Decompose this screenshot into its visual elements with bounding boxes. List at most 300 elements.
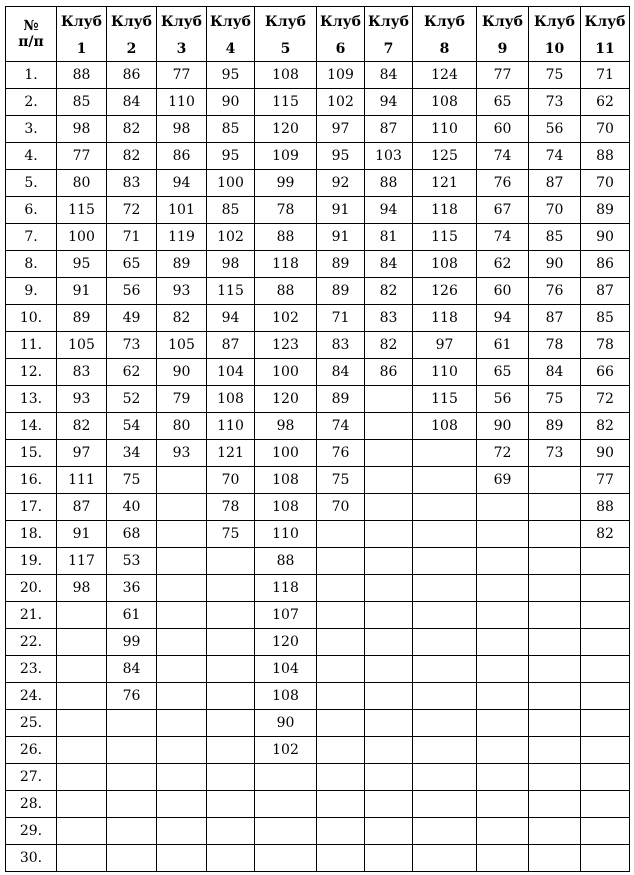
club-9-value-cell (477, 656, 529, 683)
club-header-number: 2 (107, 37, 157, 62)
club-9-value-cell: 74 (477, 224, 529, 251)
club-header-label: Клуб (581, 7, 630, 38)
table-row (6, 440, 630, 467)
club-5-value-cell: 108 (255, 494, 317, 521)
club-10-value-cell (529, 683, 581, 710)
club-3-value-cell (157, 764, 207, 791)
club-6-value-cell (317, 818, 365, 845)
club-3-value-cell: 79 (157, 386, 207, 413)
table-row (6, 170, 630, 197)
club-9-value-cell: 74 (477, 143, 529, 170)
club-1-value-cell: 85 (57, 89, 107, 116)
club-1-value-cell: 117 (57, 548, 107, 575)
club-2-value-cell: 53 (107, 548, 157, 575)
club-3-value-cell: 119 (157, 224, 207, 251)
club-4-value-cell: 95 (207, 143, 255, 170)
club-3-value-cell (157, 467, 207, 494)
club-7-value-cell: 82 (365, 278, 413, 305)
club-11-value-cell (581, 683, 630, 710)
club-8-value-cell: 108 (413, 413, 477, 440)
club-2-value-cell: 76 (107, 683, 157, 710)
club-4-value-cell (207, 575, 255, 602)
club-2-value-cell: 83 (107, 170, 157, 197)
table-row (6, 413, 630, 440)
club-3-value-cell: 77 (157, 62, 207, 89)
club-2-value-cell: 84 (107, 656, 157, 683)
row-number-cell: 3. (6, 116, 57, 143)
club-7-value-cell: 87 (365, 116, 413, 143)
club-8-value-cell: 108 (413, 251, 477, 278)
club-1-value-cell (57, 656, 107, 683)
club-9-value-cell (477, 791, 529, 818)
club-10-value-cell: 74 (529, 143, 581, 170)
club-4-value-cell: 121 (207, 440, 255, 467)
club-5-value-cell: 108 (255, 683, 317, 710)
club-1-value-cell (57, 818, 107, 845)
club-1-value-cell (57, 602, 107, 629)
club-1-value-cell: 91 (57, 278, 107, 305)
club-3-value-cell: 89 (157, 251, 207, 278)
club-9-value-cell: 94 (477, 305, 529, 332)
club-3-value-cell (157, 710, 207, 737)
club-header-number: 1 (57, 37, 107, 62)
club-4-value-cell: 90 (207, 89, 255, 116)
club-7-value-cell (365, 602, 413, 629)
row-number-cell: 4. (6, 143, 57, 170)
club-header-label: Клуб (255, 7, 317, 38)
club-10-value-cell (529, 737, 581, 764)
club-header-label: Клуб (365, 7, 413, 38)
club-4-value-cell: 85 (207, 197, 255, 224)
club-8-value-cell (413, 656, 477, 683)
club-1-value-cell (57, 629, 107, 656)
club-10-value-cell (529, 602, 581, 629)
club-9-value-cell (477, 764, 529, 791)
club-3-value-cell (157, 845, 207, 872)
club-3-value-cell: 105 (157, 332, 207, 359)
club-2-value-cell: 40 (107, 494, 157, 521)
club-7-value-cell: 94 (365, 89, 413, 116)
club-8-value-cell: 121 (413, 170, 477, 197)
club-2-value-cell: 73 (107, 332, 157, 359)
club-10-value-cell (529, 656, 581, 683)
club-11-value-cell (581, 764, 630, 791)
row-number-header-symbol: № (23, 18, 39, 34)
club-1-value-cell: 98 (57, 575, 107, 602)
table-row (6, 62, 630, 89)
club-2-value-cell: 82 (107, 116, 157, 143)
club-10-value-cell: 75 (529, 62, 581, 89)
club-3-value-cell (157, 629, 207, 656)
club-10-value-cell: 56 (529, 116, 581, 143)
table-row (6, 791, 630, 818)
club-2-value-cell: 71 (107, 224, 157, 251)
club-5-value-cell: 102 (255, 737, 317, 764)
club-5-value-cell: 108 (255, 467, 317, 494)
club-8-value-cell: 97 (413, 332, 477, 359)
club-7-value-cell (365, 656, 413, 683)
club-4-value-cell: 115 (207, 278, 255, 305)
row-number-header (6, 7, 57, 62)
club-1-value-cell (57, 791, 107, 818)
club-8-value-cell (413, 548, 477, 575)
club-3-value-cell (157, 656, 207, 683)
table-row (6, 251, 630, 278)
club-8-value-cell (413, 494, 477, 521)
club-7-value-cell (365, 629, 413, 656)
club-5-value-cell: 98 (255, 413, 317, 440)
club-11-value-cell: 88 (581, 494, 630, 521)
club-9-value-cell (477, 683, 529, 710)
club-1-value-cell (57, 845, 107, 872)
club-4-value-cell: 95 (207, 62, 255, 89)
club-6-value-cell: 95 (317, 143, 365, 170)
club-4-value-cell: 94 (207, 305, 255, 332)
club-8-value-cell (413, 791, 477, 818)
table-row (6, 89, 630, 116)
club-header-label: Клуб (317, 7, 365, 38)
club-4-value-cell (207, 683, 255, 710)
club-8-value-cell: 115 (413, 386, 477, 413)
club-8-value-cell (413, 764, 477, 791)
club-9-value-cell (477, 737, 529, 764)
club-header-label: Клуб (157, 7, 207, 38)
table-row (6, 845, 630, 872)
club-header-number: 7 (365, 37, 413, 62)
club-5-value-cell: 110 (255, 521, 317, 548)
club-4-value-cell: 108 (207, 386, 255, 413)
club-11-value-cell: 90 (581, 440, 630, 467)
club-9-value-cell (477, 494, 529, 521)
club-9-value-cell: 77 (477, 62, 529, 89)
club-5-value-cell: 90 (255, 710, 317, 737)
club-4-value-cell: 78 (207, 494, 255, 521)
club-7-value-cell (365, 467, 413, 494)
club-11-value-cell: 82 (581, 413, 630, 440)
club-6-value-cell (317, 737, 365, 764)
row-number-cell: 10. (6, 305, 57, 332)
row-number-cell: 23. (6, 656, 57, 683)
club-7-value-cell (365, 413, 413, 440)
club-5-value-cell: 120 (255, 116, 317, 143)
club-10-value-cell (529, 521, 581, 548)
club-4-value-cell (207, 656, 255, 683)
club-7-value-cell: 83 (365, 305, 413, 332)
club-9-value-cell: 56 (477, 386, 529, 413)
club-3-value-cell (157, 548, 207, 575)
row-number-cell: 5. (6, 170, 57, 197)
club-6-value-cell: 83 (317, 332, 365, 359)
club-5-value-cell: 100 (255, 359, 317, 386)
row-number-cell: 2. (6, 89, 57, 116)
club-6-value-cell (317, 629, 365, 656)
table-row (6, 683, 630, 710)
club-data-table (5, 6, 630, 872)
club-11-value-cell (581, 818, 630, 845)
table-row (6, 278, 630, 305)
club-11-value-cell (581, 845, 630, 872)
club-3-value-cell (157, 602, 207, 629)
club-5-value-cell: 100 (255, 440, 317, 467)
club-11-value-cell (581, 791, 630, 818)
club-8-value-cell (413, 710, 477, 737)
club-4-value-cell (207, 548, 255, 575)
club-6-value-cell: 97 (317, 116, 365, 143)
club-10-value-cell: 78 (529, 332, 581, 359)
club-6-value-cell (317, 683, 365, 710)
club-10-value-cell (529, 791, 581, 818)
club-6-value-cell (317, 710, 365, 737)
club-7-value-cell: 82 (365, 332, 413, 359)
club-11-value-cell: 62 (581, 89, 630, 116)
club-11-value-cell (581, 656, 630, 683)
club-5-value-cell: 108 (255, 62, 317, 89)
club-header-label: Клуб (477, 7, 529, 38)
club-1-value-cell: 82 (57, 413, 107, 440)
club-6-value-cell (317, 521, 365, 548)
club-6-value-cell: 102 (317, 89, 365, 116)
club-7-value-cell (365, 845, 413, 872)
club-header-label: Клуб (57, 7, 107, 38)
club-6-value-cell (317, 548, 365, 575)
club-2-value-cell: 49 (107, 305, 157, 332)
club-3-value-cell: 110 (157, 89, 207, 116)
table-row (6, 764, 630, 791)
club-11-value-cell (581, 737, 630, 764)
club-7-value-cell (365, 764, 413, 791)
club-11-value-cell: 70 (581, 170, 630, 197)
club-1-value-cell (57, 764, 107, 791)
club-4-value-cell: 100 (207, 170, 255, 197)
club-6-value-cell: 89 (317, 386, 365, 413)
club-8-value-cell: 108 (413, 89, 477, 116)
club-7-value-cell (365, 818, 413, 845)
club-5-value-cell: 99 (255, 170, 317, 197)
club-11-value-cell (581, 629, 630, 656)
club-9-value-cell (477, 602, 529, 629)
club-8-value-cell: 126 (413, 278, 477, 305)
club-4-value-cell (207, 845, 255, 872)
club-7-value-cell (365, 494, 413, 521)
club-8-value-cell: 118 (413, 305, 477, 332)
club-5-value-cell: 104 (255, 656, 317, 683)
club-6-value-cell: 91 (317, 197, 365, 224)
club-4-value-cell (207, 737, 255, 764)
club-7-value-cell (365, 791, 413, 818)
club-6-value-cell: 70 (317, 494, 365, 521)
club-5-value-cell: 118 (255, 575, 317, 602)
club-4-value-cell (207, 818, 255, 845)
row-number-header-abbrev: п/п (18, 34, 44, 50)
club-10-value-cell: 75 (529, 386, 581, 413)
club-8-value-cell (413, 818, 477, 845)
club-7-value-cell (365, 575, 413, 602)
club-2-value-cell (107, 845, 157, 872)
club-4-value-cell: 110 (207, 413, 255, 440)
table-row (6, 494, 630, 521)
club-7-value-cell (365, 548, 413, 575)
club-1-value-cell: 91 (57, 521, 107, 548)
club-11-value-cell: 71 (581, 62, 630, 89)
club-10-value-cell: 90 (529, 251, 581, 278)
club-8-value-cell: 115 (413, 224, 477, 251)
table-row (6, 359, 630, 386)
club-10-value-cell: 84 (529, 359, 581, 386)
row-number-cell: 19. (6, 548, 57, 575)
club-5-value-cell: 115 (255, 89, 317, 116)
club-6-value-cell (317, 656, 365, 683)
table-row (6, 116, 630, 143)
club-7-value-cell: 84 (365, 62, 413, 89)
club-3-value-cell: 98 (157, 116, 207, 143)
club-header-number: 8 (413, 37, 477, 62)
club-9-value-cell: 72 (477, 440, 529, 467)
club-7-value-cell (365, 521, 413, 548)
club-5-value-cell: 107 (255, 602, 317, 629)
club-11-value-cell: 70 (581, 116, 630, 143)
table-row (6, 656, 630, 683)
club-4-value-cell (207, 629, 255, 656)
row-number-cell: 22. (6, 629, 57, 656)
club-5-value-cell: 88 (255, 224, 317, 251)
table-row (6, 386, 630, 413)
club-2-value-cell: 62 (107, 359, 157, 386)
club-5-value-cell: 102 (255, 305, 317, 332)
table-row (6, 332, 630, 359)
row-number-cell: 16. (6, 467, 57, 494)
club-10-value-cell: 73 (529, 440, 581, 467)
club-1-value-cell: 77 (57, 143, 107, 170)
club-2-value-cell: 84 (107, 89, 157, 116)
club-3-value-cell: 93 (157, 440, 207, 467)
club-5-value-cell: 123 (255, 332, 317, 359)
club-7-value-cell: 94 (365, 197, 413, 224)
club-10-value-cell: 70 (529, 197, 581, 224)
club-11-value-cell (581, 575, 630, 602)
row-number-cell: 6. (6, 197, 57, 224)
club-3-value-cell: 94 (157, 170, 207, 197)
club-10-value-cell (529, 845, 581, 872)
club-2-value-cell: 72 (107, 197, 157, 224)
club-10-value-cell (529, 764, 581, 791)
club-4-value-cell: 102 (207, 224, 255, 251)
club-3-value-cell (157, 791, 207, 818)
club-1-value-cell: 115 (57, 197, 107, 224)
club-10-value-cell: 76 (529, 278, 581, 305)
club-8-value-cell: 125 (413, 143, 477, 170)
club-6-value-cell: 92 (317, 170, 365, 197)
club-10-value-cell (529, 710, 581, 737)
club-header-number: 10 (529, 37, 581, 62)
row-number-cell: 17. (6, 494, 57, 521)
club-8-value-cell (413, 467, 477, 494)
club-11-value-cell: 66 (581, 359, 630, 386)
club-6-value-cell: 109 (317, 62, 365, 89)
club-11-value-cell: 77 (581, 467, 630, 494)
club-2-value-cell (107, 818, 157, 845)
club-7-value-cell (365, 710, 413, 737)
club-6-value-cell: 89 (317, 278, 365, 305)
club-5-value-cell (255, 764, 317, 791)
club-1-value-cell: 83 (57, 359, 107, 386)
club-7-value-cell: 88 (365, 170, 413, 197)
club-2-value-cell: 82 (107, 143, 157, 170)
club-5-value-cell: 109 (255, 143, 317, 170)
club-2-value-cell (107, 791, 157, 818)
club-9-value-cell (477, 548, 529, 575)
club-11-value-cell (581, 602, 630, 629)
club-2-value-cell (107, 710, 157, 737)
club-6-value-cell: 76 (317, 440, 365, 467)
row-number-cell: 20. (6, 575, 57, 602)
club-3-value-cell (157, 683, 207, 710)
club-9-value-cell: 65 (477, 359, 529, 386)
club-3-value-cell (157, 575, 207, 602)
club-10-value-cell: 89 (529, 413, 581, 440)
club-header-label: Клуб (207, 7, 255, 38)
club-3-value-cell (157, 818, 207, 845)
club-8-value-cell (413, 683, 477, 710)
club-header-label: Клуб (529, 7, 581, 38)
club-4-value-cell: 75 (207, 521, 255, 548)
club-7-value-cell (365, 440, 413, 467)
club-4-value-cell: 70 (207, 467, 255, 494)
table-row (6, 602, 630, 629)
club-10-value-cell (529, 575, 581, 602)
table-row (6, 629, 630, 656)
club-1-value-cell (57, 737, 107, 764)
club-1-value-cell (57, 710, 107, 737)
club-9-value-cell (477, 710, 529, 737)
club-9-value-cell: 60 (477, 116, 529, 143)
table-row (6, 575, 630, 602)
club-5-value-cell: 120 (255, 629, 317, 656)
club-header-number: 6 (317, 37, 365, 62)
club-9-value-cell: 76 (477, 170, 529, 197)
table-row (6, 548, 630, 575)
club-8-value-cell: 118 (413, 197, 477, 224)
row-number-cell: 13. (6, 386, 57, 413)
header-row-labels (6, 7, 630, 38)
club-11-value-cell: 90 (581, 224, 630, 251)
row-number-cell: 30. (6, 845, 57, 872)
club-2-value-cell (107, 737, 157, 764)
club-8-value-cell: 124 (413, 62, 477, 89)
table-row (6, 710, 630, 737)
club-10-value-cell (529, 629, 581, 656)
table-row (6, 224, 630, 251)
club-9-value-cell: 90 (477, 413, 529, 440)
club-1-value-cell: 93 (57, 386, 107, 413)
club-2-value-cell: 86 (107, 62, 157, 89)
club-2-value-cell (107, 764, 157, 791)
row-number-cell: 27. (6, 764, 57, 791)
club-7-value-cell (365, 386, 413, 413)
row-number-cell: 11. (6, 332, 57, 359)
club-6-value-cell: 89 (317, 251, 365, 278)
club-1-value-cell (57, 683, 107, 710)
club-10-value-cell (529, 548, 581, 575)
club-9-value-cell: 62 (477, 251, 529, 278)
club-header-label: Клуб (413, 7, 477, 38)
club-5-value-cell (255, 818, 317, 845)
header-row-numbers (6, 37, 630, 62)
club-11-value-cell: 89 (581, 197, 630, 224)
club-3-value-cell: 86 (157, 143, 207, 170)
table-row (6, 305, 630, 332)
club-10-value-cell: 73 (529, 89, 581, 116)
club-1-value-cell: 100 (57, 224, 107, 251)
